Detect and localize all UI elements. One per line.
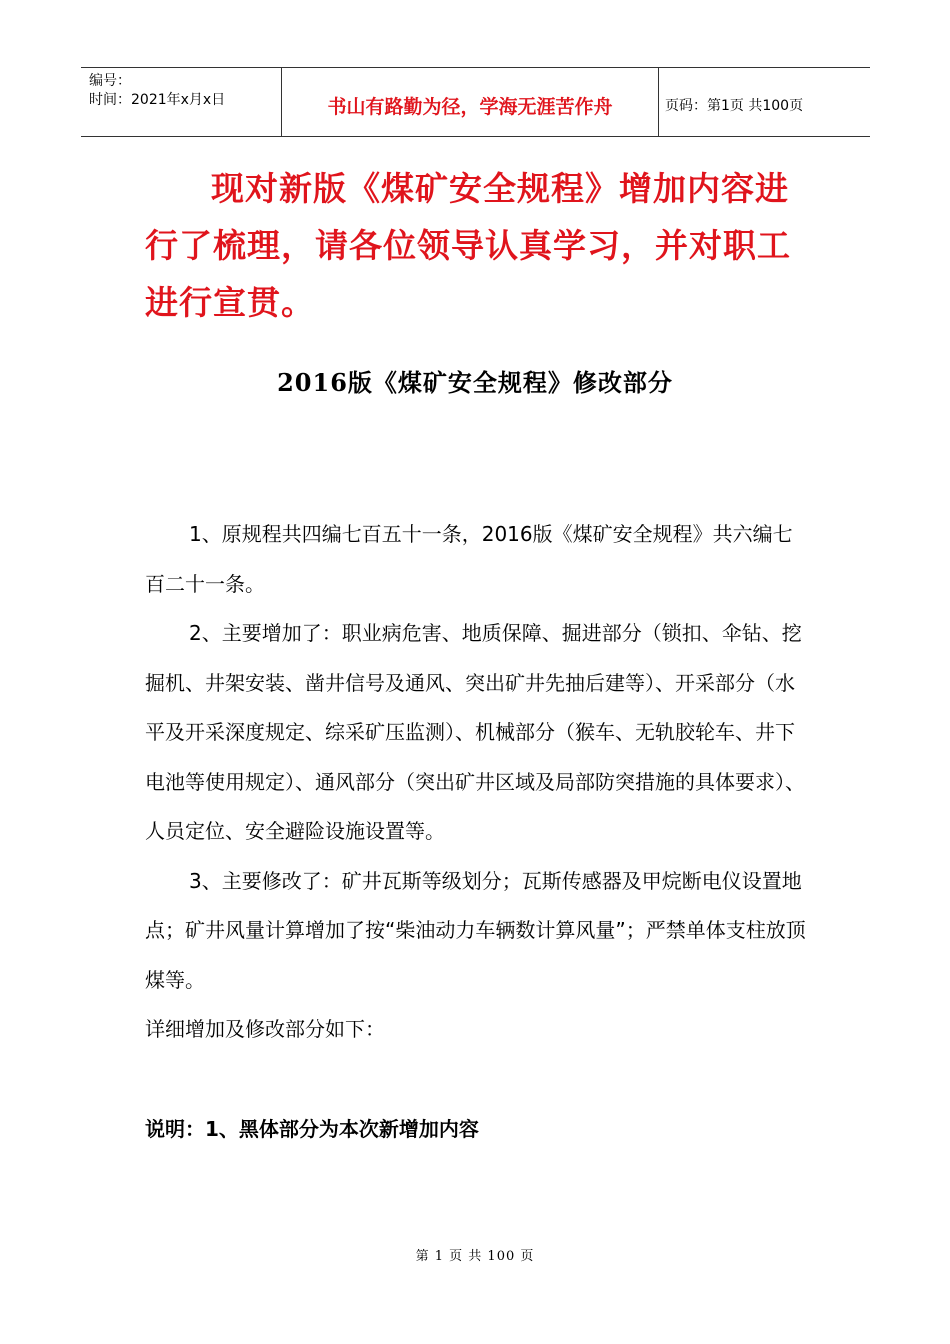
page-title: 2016版《煤矿安全规程》修改部分 bbox=[277, 368, 673, 397]
header-meta-cell bbox=[81, 68, 282, 136]
page-footer: 第 1 页 共 100 页 bbox=[415, 1249, 535, 1264]
paragraph-3: 3、主要修改了：矿井瓦斯等级划分；瓦斯传感器及甲烷断电仪设置地点；矿井风量计算增加了按“柴油动力车辆数计算风量”；严禁单体支柱放顶煤等。 bbox=[145, 868, 806, 992]
paragraph-4: 详细增加及修改部分如下： bbox=[145, 1017, 385, 1041]
document-header bbox=[81, 67, 870, 137]
header-motto: 书山有路勤为径，学海无涯苦作舟 bbox=[282, 68, 659, 136]
paragraph-2: 2、主要增加了：职业病危害、地质保障、掘进部分（锁扣、伞钻、挖掘机、井架安装、凿井信号及通风、突出矿井先抽后建等）、开采部分（水平及开采深度规定、综采矿压监测）、机械部分（猴车、无轨胶轮车、井下电池等使用规定）、通风部分（突出矿井区域及局部防突措施的具体要求）、人员定位、安全避险设施设置等。 bbox=[145, 621, 805, 843]
red-notice: 现对新版《煤矿安全规程》增加内容进行了梳理，请各位领导认真学习，并对职工进行宣贯。 bbox=[145, 169, 791, 322]
date-line: 时间：2021年x月x日 bbox=[89, 92, 226, 108]
header-page-info: 页码：第1页 共100页 bbox=[665, 98, 804, 114]
body-text bbox=[145, 510, 810, 1055]
paragraph-1: 1、原规程共四编七百五十一条，2016版《煤矿安全规程》共六编七百二十一条。 bbox=[145, 522, 793, 596]
code-label: 编号： bbox=[89, 73, 131, 89]
note-text: 说明：1、黑体部分为本次新增加内容 bbox=[145, 1117, 479, 1141]
